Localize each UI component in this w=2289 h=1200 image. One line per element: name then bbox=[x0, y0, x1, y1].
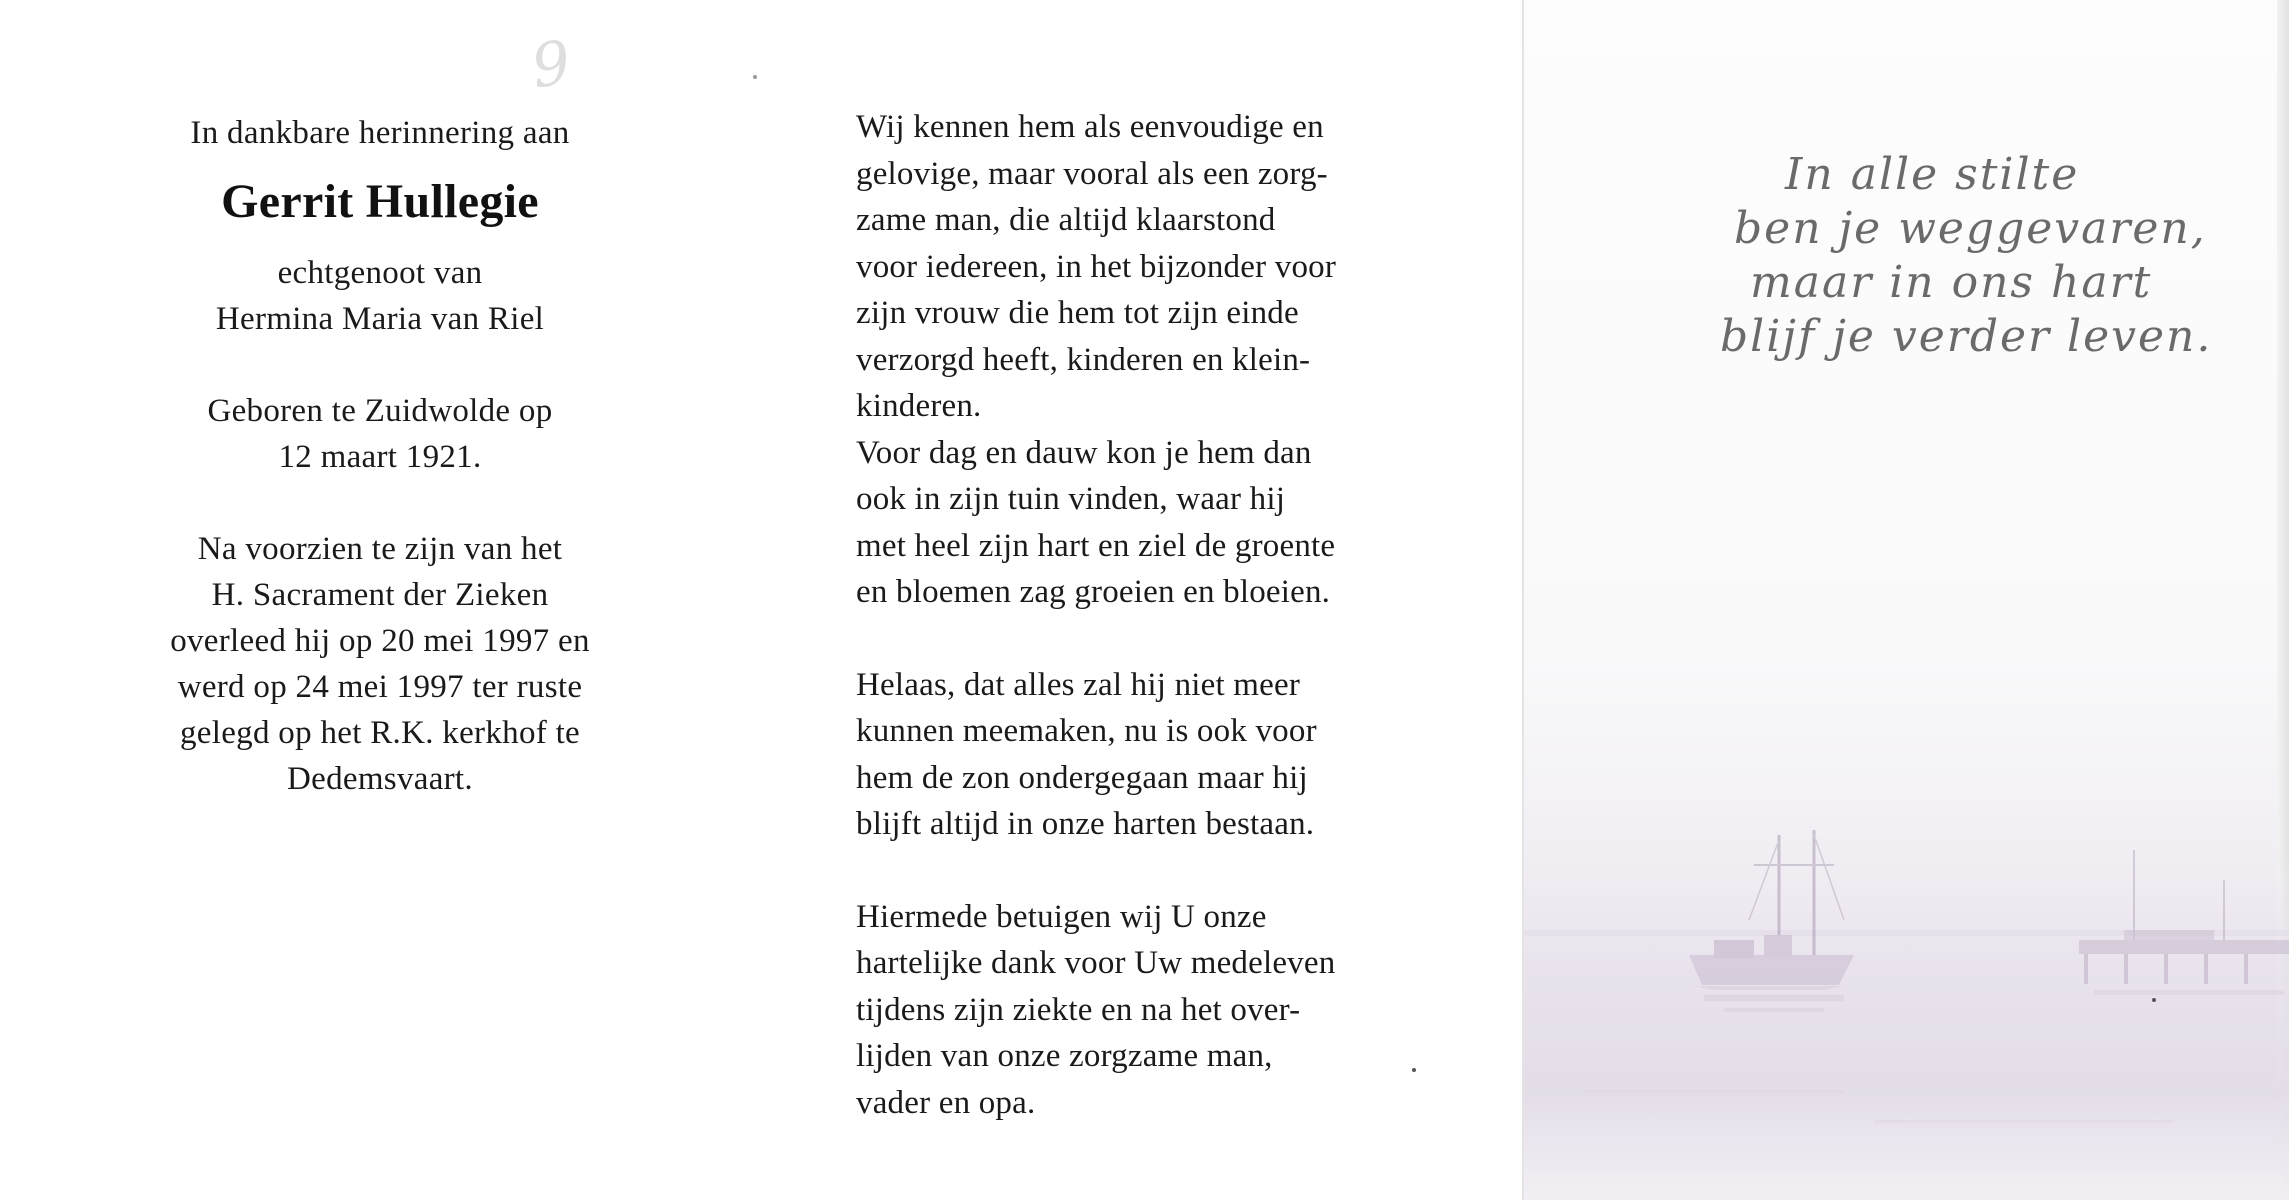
birth-line: Geboren te Zuidwolde op bbox=[207, 393, 553, 429]
poem-line: ben je weggevaren, bbox=[1734, 203, 2207, 254]
tribute-line: blijft altijd in onze harten bestaan. bbox=[856, 806, 1315, 842]
poem-line: maar in ons hart bbox=[1750, 257, 2153, 308]
tribute-line: Voor dag en dauw kon je hem dan bbox=[856, 434, 1312, 471]
thanks-line: tijdens zijn ziekte en na het over- bbox=[856, 991, 1301, 1028]
death-line: gelegd op het R.K. kerkhof te bbox=[179, 715, 580, 751]
thanks-line: Hiermede betuigen wij U onze bbox=[856, 898, 1267, 935]
thanks-line: lijden van onze zorgzame man, bbox=[856, 1038, 1273, 1074]
harbor-illustration bbox=[1524, 790, 2289, 1200]
deceased-details bbox=[120, 110, 640, 802]
poem-line: blijf je verder leven. bbox=[1720, 311, 2213, 362]
death-line: H. Sacrament der Zieken bbox=[211, 577, 549, 613]
death-line: Na voorzien te zijn van het bbox=[197, 531, 563, 567]
tribute-line: Helaas, dat alles zal hij niet meer bbox=[856, 666, 1301, 703]
scan-speck bbox=[2152, 998, 2156, 1002]
poem-line: In alle stilte bbox=[1785, 149, 2080, 200]
poem bbox=[1700, 148, 2213, 364]
tribute-line: met heel zijn hart en ziel de groente bbox=[856, 527, 1336, 564]
death-line: overleed hij op 20 mei 1997 en bbox=[170, 623, 590, 659]
tribute-line: ook in zijn tuin vinden, waar hij bbox=[856, 481, 1286, 517]
tribute-line: zijn vrouw die hem tot zijn einde bbox=[856, 295, 1299, 331]
tribute-line: hem de zon ondergegaan maar hij bbox=[856, 759, 1308, 796]
thanks-line: hartelijke dank voor Uw medeleven bbox=[856, 945, 1336, 981]
scan-speck bbox=[1412, 1068, 1416, 1072]
intro-text: In dankbare herinnering aan bbox=[190, 115, 570, 151]
tribute-line: en bloemen zag groeien en bloeien. bbox=[856, 574, 1331, 610]
tribute-line: gelovige, maar vooral als een zorg- bbox=[856, 155, 1328, 192]
deceased-name: Gerrit Hullegie bbox=[221, 175, 539, 228]
death-line: Dedemsvaart. bbox=[287, 761, 473, 797]
tribute-line: voor iedereen, in het bijzonder voor bbox=[856, 248, 1337, 285]
spouse-name: Hermina Maria van Riel bbox=[215, 301, 545, 337]
tribute-line: kunnen meemaken, nu is ook voor bbox=[856, 713, 1317, 749]
pencil-page-mark: 9 bbox=[527, 27, 575, 103]
tribute-line: Wij kennen hem als eenvoudige en bbox=[856, 109, 1324, 145]
tribute-text bbox=[856, 104, 1456, 1126]
tribute-line: zame man, die altijd klaarstond bbox=[856, 202, 1276, 238]
spouse-label: echtgenoot van bbox=[277, 255, 483, 291]
thanks-line: vader en opa. bbox=[856, 1084, 1036, 1121]
birth-date: 12 maart 1921. bbox=[278, 439, 482, 475]
tribute-line: kinderen. bbox=[856, 388, 982, 424]
death-line: werd op 24 mei 1997 ter ruste bbox=[177, 669, 583, 705]
scan-speck bbox=[753, 75, 757, 79]
tribute-line: verzorgd heeft, kinderen en klein- bbox=[856, 341, 1311, 378]
